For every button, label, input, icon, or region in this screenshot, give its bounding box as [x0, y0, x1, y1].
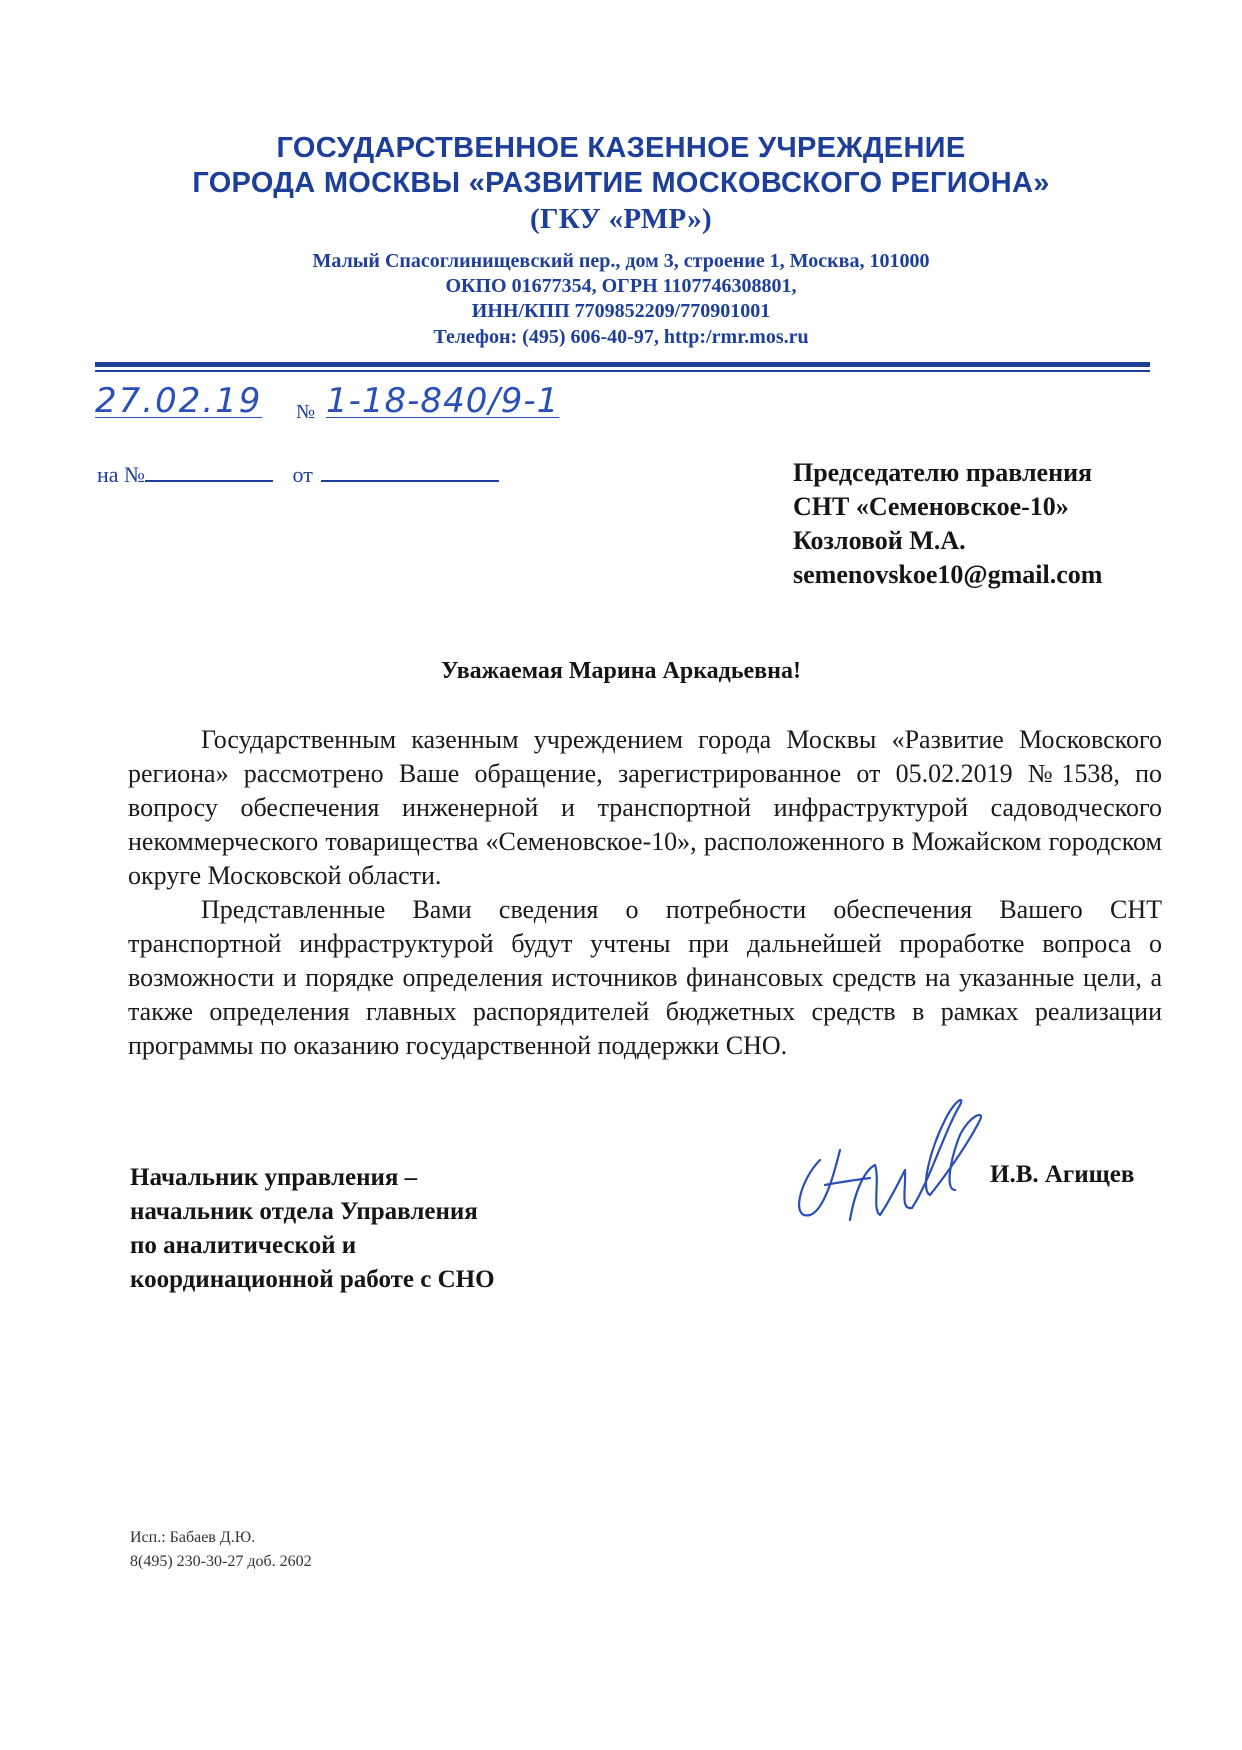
signer-position-line-1: Начальник управления –: [130, 1164, 418, 1191]
signer-name: И.В. Агищев: [990, 1161, 1135, 1188]
signer-position: [130, 1161, 590, 1297]
header-divider-thin: [95, 370, 1150, 372]
body-paragraph-1: Государственным казенным учреждением города Москвы «Развитие Московского региона» рассмотрено Ваше обращение, зарегистрированное от 05.02.2019 №1538, по вопросу обеспечения инженерной и транспортной инфраструктурой садоводческого некоммерческого товарищества «Семеновское-10», расположенного в Можайском городском округе Московской области.: [128, 725, 1162, 890]
header-divider-thick: [95, 362, 1150, 367]
signer-position-line-2: начальник отдела Управления: [130, 1198, 478, 1225]
org-short-name: (ГКУ «РМР»): [529, 203, 712, 235]
org-okpo-ogrn: ОКПО 01677354, ОГРН 1107746308801,: [445, 275, 797, 297]
addressee-line-1: Председателю правления: [793, 458, 1093, 487]
org-inn-kpp: ИНН/КПП 7709852209/770901001: [471, 300, 771, 322]
letter-body: [128, 723, 1162, 1063]
reference-from-label: от: [292, 462, 313, 487]
org-name-line-2: ГОРОДА МОСКВЫ «РАЗВИТИЕ МОСКОВСКОГО РЕГИОНА»: [192, 167, 1050, 199]
reference-number-blank: [145, 460, 273, 482]
reference-prefix: на №: [97, 462, 146, 487]
org-name-line-1: ГОСУДАРСТВЕННОЕ КАЗЕННОЕ УЧРЕЖДЕНИЕ: [276, 132, 966, 164]
registration-number: 1-18-840/9-1: [326, 381, 560, 421]
addressee-line-2: СНТ «Семеновское-10»: [793, 492, 1069, 521]
registration-date: 27.02.19: [95, 381, 263, 421]
reference-line: [97, 460, 499, 488]
reference-date-blank: [321, 460, 499, 482]
addressee-block: [793, 456, 1213, 592]
executor-name: Исп.: Бабаев Д.Ю.: [130, 1529, 256, 1546]
body-paragraph-2: Представленные Вами сведения о потребности обеспечения Вашего СНТ транспортной инфраструктурой будут учтены при дальнейшей проработке вопроса о возможности и порядке определения источников финансовых средств на указанные цели, а также определения главных распорядителей бюджетных средств в рамках реализации программы по оказанию государственной поддержки СНО.: [128, 895, 1162, 1060]
org-address: Малый Спасоглинищевский пер., дом 3, строение 1, Москва, 101000: [312, 250, 930, 272]
org-phone-web: Телефон: (495) 606-40-97, http:/rmr.mos.ru: [433, 326, 809, 348]
addressee-email: semenovskoe10@gmail.com: [793, 560, 1103, 589]
signer-position-line-4: координационной работе с СНО: [130, 1266, 495, 1293]
addressee-line-3: Козловой М.А.: [793, 526, 966, 555]
executor-block: [130, 1526, 312, 1574]
salutation: Уважаемая Марина Аркадьевна!: [441, 658, 801, 684]
registration-number-label: №: [296, 401, 316, 423]
signer-position-line-3: по аналитической и: [130, 1232, 357, 1259]
handwritten-signature: [780, 1090, 1000, 1230]
executor-phone: 8(495) 230-30-27 доб. 2602: [130, 1553, 312, 1570]
